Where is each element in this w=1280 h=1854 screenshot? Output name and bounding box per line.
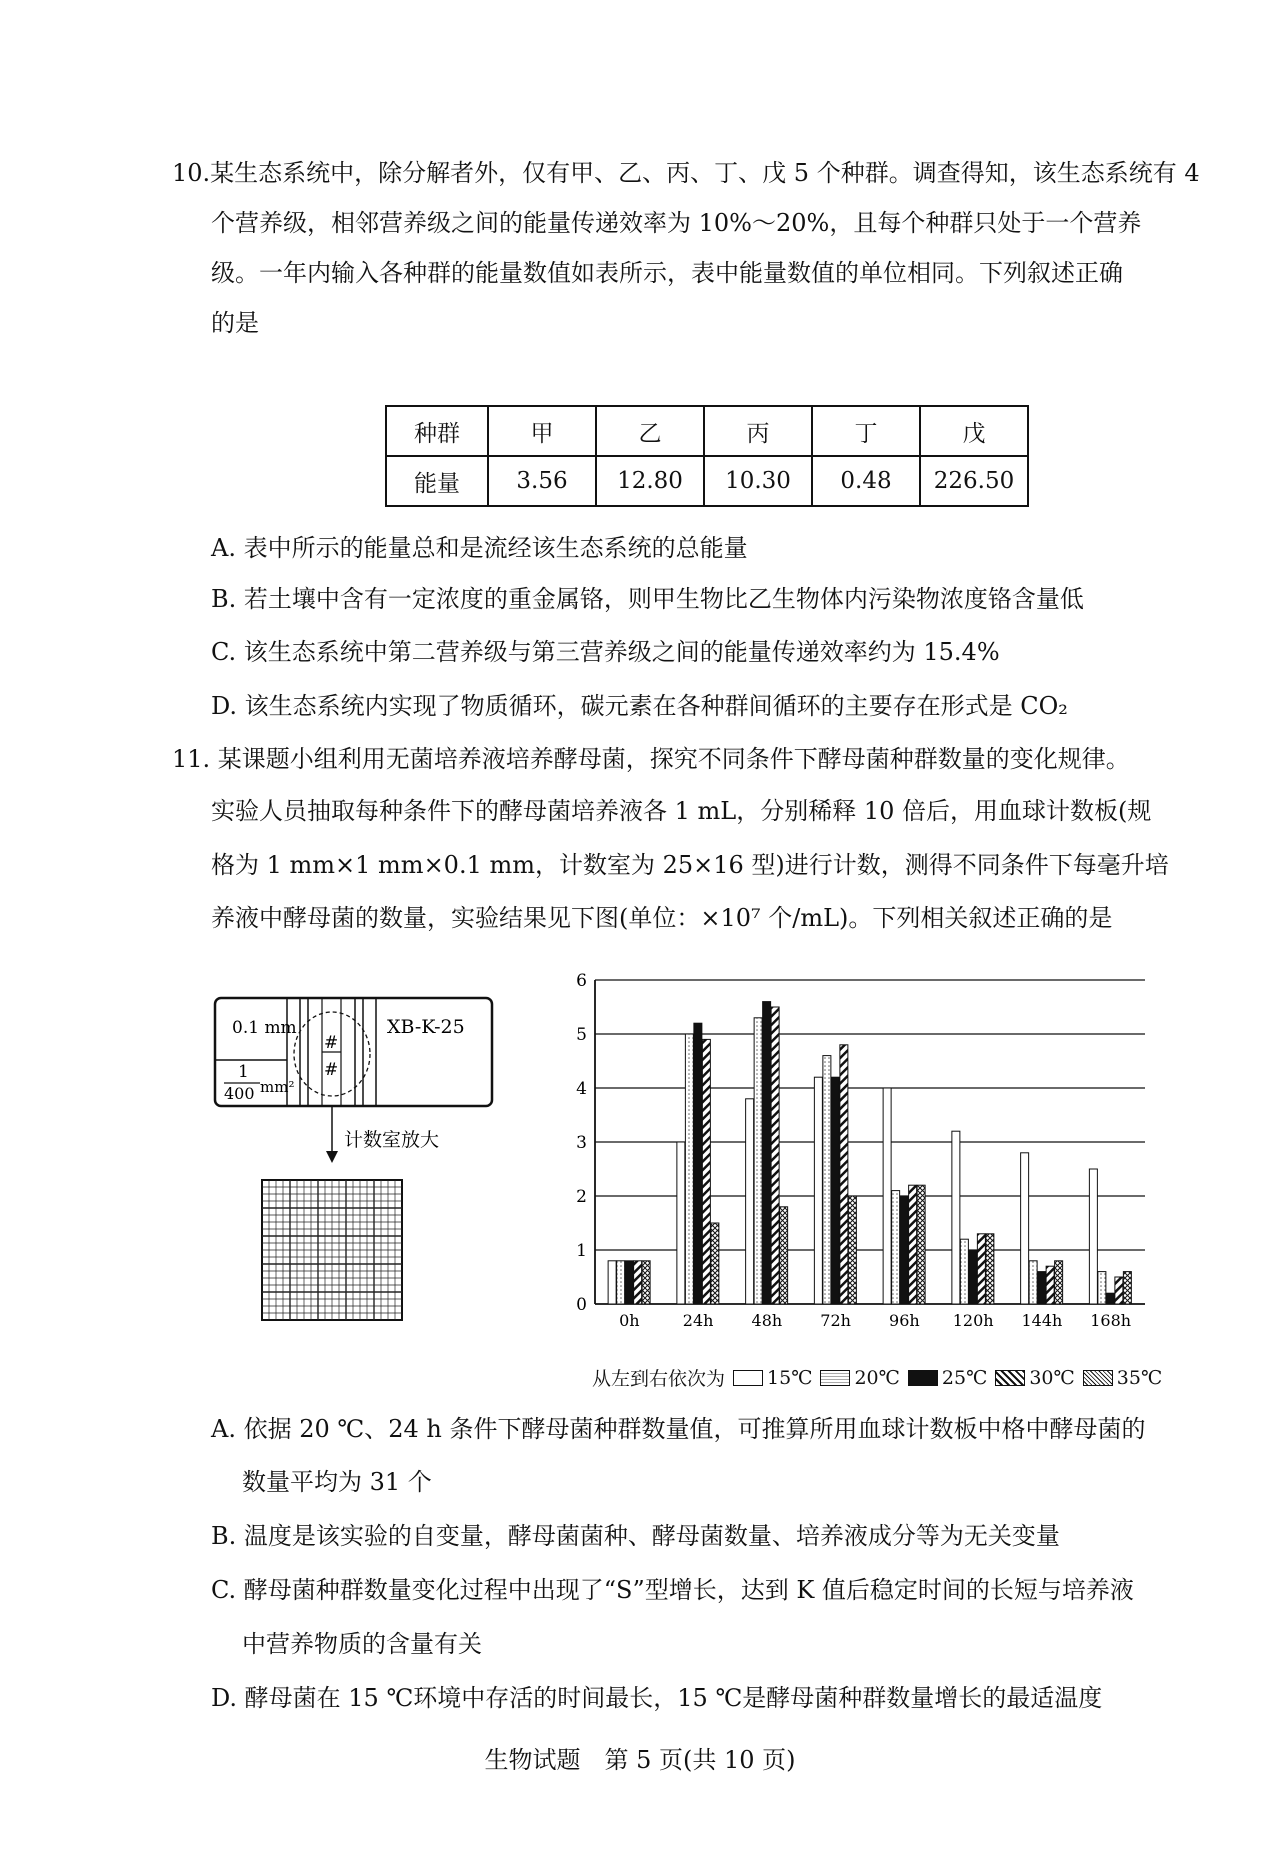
table-cell: 12.80 xyxy=(596,456,704,506)
q10-stem-line-1: 10.某生态系统中，除分解者外，仅有甲、乙、丙、丁、戊 5 个种群。调查得知，该生态系统有 4 xyxy=(172,159,1200,187)
square-area-denominator: 400 xyxy=(224,1084,255,1103)
legend-label-30: 30℃ xyxy=(1029,1366,1075,1389)
legend-label-25: 25℃ xyxy=(941,1366,988,1389)
q11-option-c: C. 酵母菌种群数量变化过程中出现了“S”型增长，达到 K 值后稳定时间的长短与培养液 xyxy=(211,1576,1134,1604)
q11-option-a-cont: 数量平均为 31 个 xyxy=(242,1468,432,1496)
q10-stem-line-4: 的是 xyxy=(211,309,259,337)
bar-168h-30℃ xyxy=(1115,1277,1123,1304)
y-tick-label: 1 xyxy=(576,1241,587,1261)
table-cell: 种群 xyxy=(386,406,488,456)
x-tick-label: 24h xyxy=(682,1311,714,1330)
q11-stem-line-1: 11. 某课题小组利用无菌培养液培养酵母菌，探究不同条件下酵母菌种群数量的变化规律。 xyxy=(172,745,1130,773)
bar-96h-30℃ xyxy=(909,1185,917,1304)
bar-144h-30℃ xyxy=(1046,1266,1054,1304)
y-tick-label: 4 xyxy=(576,1079,587,1099)
table-cell: 乙 xyxy=(596,406,704,456)
x-tick-label: 120h xyxy=(952,1311,994,1330)
x-tick-label: 168h xyxy=(1090,1311,1132,1330)
page-footer: 生物试题 第 5 页(共 10 页) xyxy=(484,1746,796,1774)
bar-0h-15℃ xyxy=(608,1261,616,1304)
table-row xyxy=(386,456,1028,506)
bar-144h-20℃ xyxy=(1029,1261,1037,1304)
grid-mark-upper: # xyxy=(324,1033,339,1053)
bar-120h-35℃ xyxy=(986,1234,994,1304)
y-tick-label: 6 xyxy=(576,971,587,991)
bar-0h-25℃ xyxy=(625,1261,633,1304)
q11-option-b: B. 温度是该实验的自变量，酵母菌菌种、酵母菌数量、培养液成分等为无关变量 xyxy=(211,1522,1060,1550)
legend-swatch-30 xyxy=(995,1370,1025,1386)
bar-120h-30℃ xyxy=(977,1234,985,1304)
bar-96h-35℃ xyxy=(917,1185,925,1304)
bar-144h-15℃ xyxy=(1021,1153,1029,1304)
y-tick-label: 0 xyxy=(576,1295,587,1315)
bar-120h-15℃ xyxy=(952,1131,960,1304)
table-cell: 戊 xyxy=(920,406,1028,456)
q10-stem-line-2: 个营养级，相邻营养级之间的能量传递效率为 10%～20%，且每个种群只处于一个营养 xyxy=(211,209,1142,237)
bar-24h-35℃ xyxy=(711,1223,719,1304)
chart-bars xyxy=(608,1002,1131,1304)
bar-120h-25℃ xyxy=(969,1250,977,1304)
bar-24h-25℃ xyxy=(694,1023,702,1304)
x-tick-label: 144h xyxy=(1021,1311,1063,1330)
board-model-label: XB-K-25 xyxy=(387,1016,465,1038)
q10-option-d: D. 该生态系统内实现了物质循环，碳元素在各种群间循环的主要存在形式是 CO₂ xyxy=(211,692,1068,720)
legend-swatch-35 xyxy=(1083,1370,1113,1386)
q11-stem-line-3: 格为 1 mm×1 mm×0.1 mm，计数室为 25×16 型)进行计数，测得不同条件下每毫升培 xyxy=(211,851,1169,879)
q11-option-d: D. 酵母菌在 15 ℃环境中存活的时间最长，15 ℃是酵母菌种群数量增长的最适温度 xyxy=(211,1684,1103,1712)
table-cell: 0.48 xyxy=(812,456,920,506)
legend-swatch-15 xyxy=(733,1370,763,1386)
q11-stem-line-4: 养液中酵母菌的数量，实验结果见下图(单位：×10⁷ 个/mL)。下列相关叙述正确的是 xyxy=(211,904,1113,932)
chart-y-ticks xyxy=(576,971,587,1315)
y-tick-label: 2 xyxy=(576,1187,587,1207)
bar-72h-15℃ xyxy=(814,1077,822,1304)
bar-168h-20℃ xyxy=(1098,1272,1106,1304)
bar-48h-25℃ xyxy=(763,1002,771,1304)
chart-legend xyxy=(592,1364,1162,1391)
x-tick-label: 48h xyxy=(751,1311,783,1330)
energy-table xyxy=(385,405,1029,507)
table-cell: 丙 xyxy=(704,406,812,456)
bar-72h-35℃ xyxy=(848,1196,856,1304)
y-tick-label: 5 xyxy=(576,1025,587,1045)
legend-prefix: 从左到右依次为 xyxy=(592,1368,726,1390)
y-tick-label: 3 xyxy=(576,1133,587,1153)
table-cell: 226.50 xyxy=(920,456,1028,506)
q10-option-a: A. 表中所示的能量总和是流经该生态系统的总能量 xyxy=(211,534,748,562)
x-tick-label: 0h xyxy=(619,1311,640,1330)
bar-72h-20℃ xyxy=(823,1056,831,1304)
hemocytometer-diagram xyxy=(210,985,500,1325)
bar-144h-25℃ xyxy=(1038,1272,1046,1304)
legend-swatch-25 xyxy=(908,1370,938,1386)
legend-label-15: 15℃ xyxy=(767,1366,813,1389)
magnify-label: 计数室放大 xyxy=(344,1129,440,1151)
table-cell: 3.56 xyxy=(488,456,596,506)
square-area-numerator: 1 xyxy=(238,1062,249,1082)
legend-label-35: 35℃ xyxy=(1116,1366,1163,1389)
chart-x-ticks xyxy=(619,1311,1131,1330)
bar-0h-20℃ xyxy=(617,1261,625,1304)
bar-72h-25℃ xyxy=(831,1077,839,1304)
x-tick-label: 72h xyxy=(820,1311,851,1330)
q10-stem-line-3: 级。一年内输入各种群的能量数值如表所示，表中能量数值的单位相同。下列叙述正确 xyxy=(211,259,1123,287)
bar-168h-15℃ xyxy=(1089,1169,1097,1304)
bar-96h-25℃ xyxy=(900,1196,908,1304)
bar-144h-35℃ xyxy=(1055,1261,1063,1304)
bar-48h-15℃ xyxy=(746,1099,754,1304)
table-cell: 甲 xyxy=(488,406,596,456)
grid-mark-lower: # xyxy=(324,1060,339,1080)
counting-chamber-grid xyxy=(262,1180,402,1320)
table-cell: 10.30 xyxy=(704,456,812,506)
bar-72h-30℃ xyxy=(840,1045,848,1304)
chamber-depth-label: 0.1 mm xyxy=(232,1018,297,1038)
x-tick-label: 96h xyxy=(889,1311,920,1330)
table-cell: 能量 xyxy=(386,456,488,506)
q11-stem-line-2: 实验人员抽取每种条件下的酵母菌培养液各 1 mL，分别稀释 10 倍后，用血球计数板(规 xyxy=(211,797,1152,825)
bar-96h-15℃ xyxy=(883,1088,891,1304)
bar-24h-15℃ xyxy=(677,1142,685,1304)
q10-option-b: B. 若土壤中含有一定浓度的重金属铬，则甲生物比乙生物体内污染物浓度铬含量低 xyxy=(211,585,1084,613)
square-area-unit: mm² xyxy=(260,1078,295,1096)
bar-24h-30℃ xyxy=(702,1039,710,1304)
table-row xyxy=(386,406,1028,456)
bar-48h-35℃ xyxy=(780,1207,788,1304)
bar-168h-25℃ xyxy=(1106,1293,1114,1304)
bar-24h-20℃ xyxy=(685,1034,693,1304)
q10-option-c: C. 该生态系统中第二营养级与第三营养级之间的能量传递效率约为 15.4% xyxy=(211,638,1000,666)
legend-swatch-20 xyxy=(820,1370,850,1386)
bar-0h-35℃ xyxy=(642,1261,650,1304)
bar-120h-20℃ xyxy=(960,1239,968,1304)
bar-48h-20℃ xyxy=(754,1018,762,1304)
bar-48h-30℃ xyxy=(771,1007,779,1304)
q11-option-c-cont: 中营养物质的含量有关 xyxy=(242,1630,482,1658)
bar-168h-35℃ xyxy=(1123,1272,1131,1304)
q11-option-a: A. 依据 20 ℃、24 h 条件下酵母菌种群数量值，可推算所用血球计数板中格中酵母菌的 xyxy=(211,1415,1146,1443)
bar-96h-20℃ xyxy=(892,1191,900,1304)
legend-label-20: 20℃ xyxy=(854,1366,900,1389)
bar-0h-30℃ xyxy=(634,1261,642,1304)
table-cell: 丁 xyxy=(812,406,920,456)
yeast-population-bar-chart xyxy=(555,968,1175,1338)
